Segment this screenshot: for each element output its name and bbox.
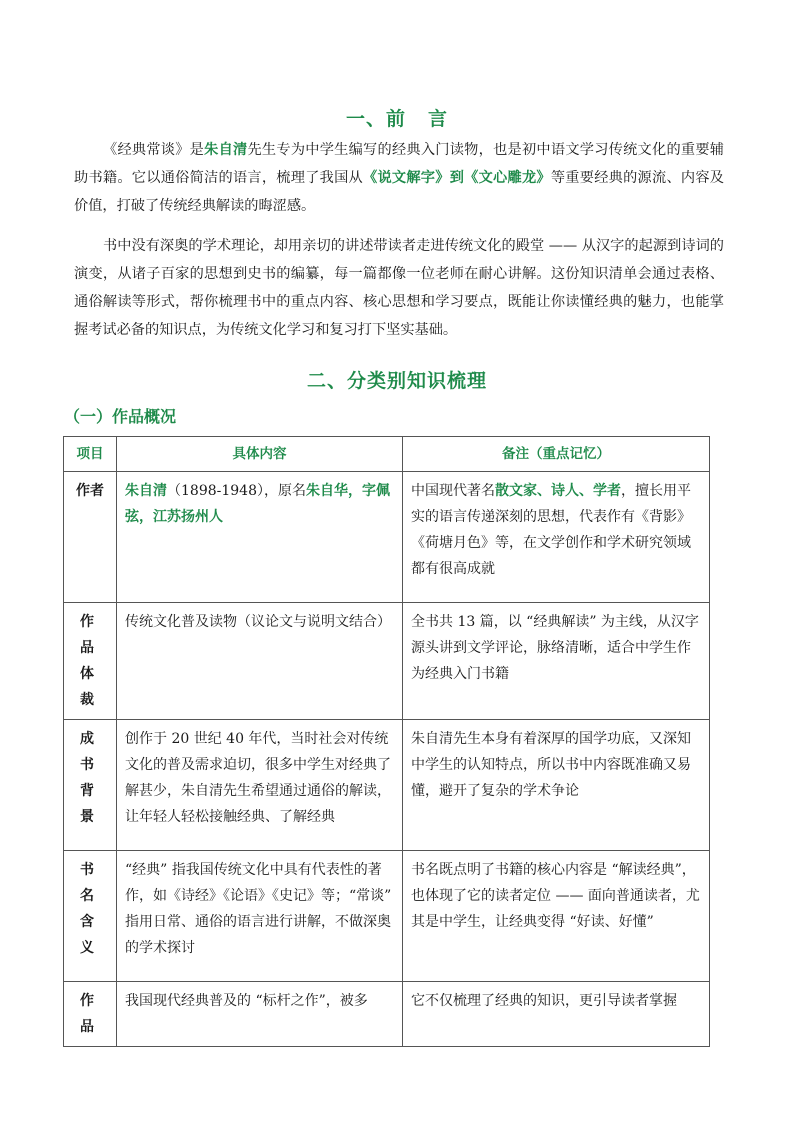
p1-text-1: 《经典常谈》是	[103, 142, 205, 158]
header-content: 具体内容	[117, 437, 403, 472]
work-overview-table	[63, 436, 710, 1047]
table-row-status	[64, 982, 710, 1047]
preface-heading-part-a: 一、前	[345, 108, 406, 130]
row-label-title-meaning	[64, 851, 117, 982]
row-label-background	[64, 720, 117, 851]
table-row-author	[64, 472, 710, 603]
row-label-status: 作品	[64, 982, 117, 1047]
author-notes-highlight: 散文家、诗人、学者	[495, 483, 621, 499]
section-heading: 二、分类别知识梳理	[306, 370, 487, 392]
preface-heading	[0, 104, 794, 131]
author-notes-text-1: 中国现代著名	[411, 483, 495, 499]
table-row-background	[64, 720, 710, 851]
meaning-label-line-1: 书名	[80, 862, 102, 904]
preface-paragraph-2: 书中没有深奥的学术理论，却用亲切的讲述带读者走进传统文化的殿堂 —— 从汉字的起源到诗词的演变，从诸子百家的思想到史书的编纂，每一篇都像一位老师在耐心讲解。这份知识清单会通过表格、通俗解读等形式，帮你梳理书中的重点内容、核心思想和学习要点，既能让你读懂经典的魅力，也能掌握考试必备的知识点，为传统文化学习和复习打下坚实基础。	[74, 238, 724, 338]
author-years: （1898-1948），原名	[167, 483, 306, 499]
author-notes	[403, 472, 710, 603]
p1-text-3: 等重要经典的源流、内容及价值，打破了传统经典解读的晦涩感。	[74, 170, 724, 214]
table-header-row	[64, 437, 710, 472]
subsection-heading: （一）作品概况	[64, 407, 177, 426]
row-label-author: 作者	[64, 472, 117, 603]
p1-text-2: 先生专为中学生编写的经典入门读物，也是初中语文学习传统文化的重要辅助书籍。它以通俗简洁的语言，梳理了我国从	[74, 142, 724, 186]
genre-label-line-2: 体裁	[80, 666, 102, 708]
table-row-title-meaning	[64, 851, 710, 982]
author-content	[117, 472, 403, 603]
meaning-content: “经典” 指我国传统文化中具有代表性的著作，如《诗经》《论语》《史记》等；“常谈” 指用日常、通俗的语言进行讲解，不做深奥的学术探讨	[117, 851, 403, 982]
preface-paragraph-1	[74, 136, 724, 220]
row-label-genre	[64, 603, 117, 720]
status-content: 我国现代经典普及的 “标杆之作”，被多	[117, 982, 403, 1047]
background-notes: 朱自清先生本身有着深厚的国学功底，又深知中学生的认知特点，所以书中内容既准确又易懂，避开了复杂的学术争论	[403, 720, 710, 851]
status-notes: 它不仅梳理了经典的知识，更引导读者掌握	[403, 982, 710, 1047]
background-content: 创作于 20 世纪 40 年代，当时社会对传统文化的普及需求迫切，很多中学生对经典了解甚少，朱自清先生希望通过通俗的解读，让年轻人轻松接触经典、了解经典	[117, 720, 403, 851]
header-item: 项目	[64, 437, 117, 472]
preface-heading-part-b: 言	[428, 108, 449, 130]
author-original-name: 朱自华，字佩弦，江苏扬州人	[125, 483, 390, 525]
background-label-line-1: 成书	[80, 731, 102, 773]
meaning-notes: 书名既点明了书籍的核心内容是 “解读经典”，也体现了它的读者定位 —— 面向普通读者，尤其是中学生，让经典变得 “好读、好懂”	[403, 851, 710, 982]
header-notes: 备注（重点记忆）	[403, 437, 710, 472]
p1-highlight-classics: 《说文解字》到《文心雕龙》	[363, 170, 551, 186]
genre-notes: 全书共 13 篇，以 “经典解读” 为主线，从汉字源头讲到文学评论，脉络清晰，适合中学生作为经典入门书籍	[403, 603, 710, 720]
author-notes-text-2: ，擅长用平实的语言传递深刻的思想，代表作有《背影》《荷塘月色》等，在文学创作和学术研究领域都有很高成就	[411, 483, 691, 577]
genre-content: 传统文化普及读物（议论文与说明文结合）	[117, 603, 403, 720]
genre-label-line-1: 作品	[80, 614, 102, 656]
p1-highlight-author: 朱自清	[204, 142, 248, 158]
background-label-line-2: 背景	[80, 783, 102, 825]
author-name: 朱自清	[125, 483, 167, 499]
meaning-label-line-2: 含义	[80, 914, 102, 956]
table-row-genre	[64, 603, 710, 720]
